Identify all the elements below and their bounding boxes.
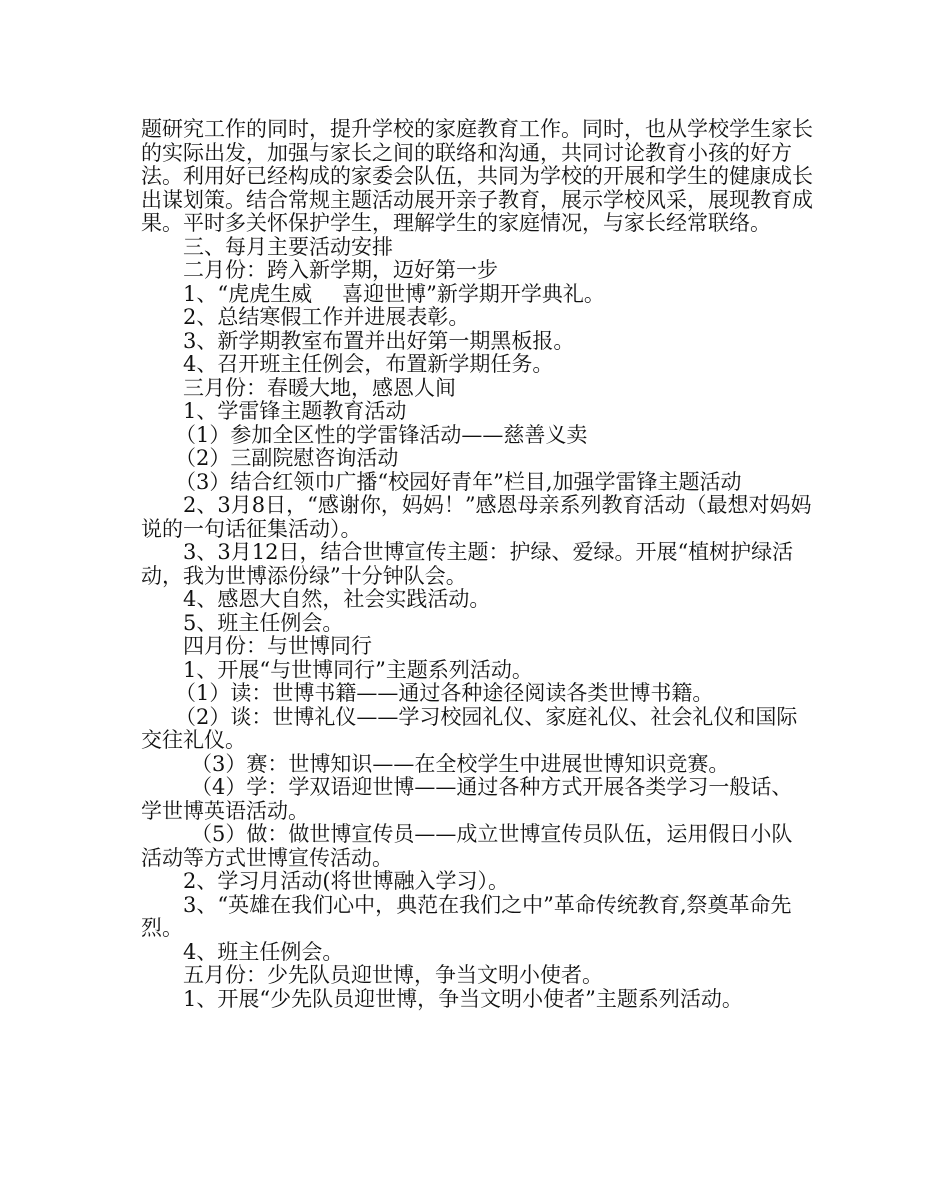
list-item: 1、开展“少先队员迎世博，争当文明小使者”主题系列活动。 [183, 986, 743, 1011]
sub-list-item: （4）学：学双语迎世博——通过各种方式开展各类学习一般话、学世博英语活动。 [141, 775, 793, 823]
list-item-text-part-a: 1、“虎虎生威 [183, 281, 313, 306]
list-item: 5、班主任例会。 [183, 610, 344, 635]
sub-list-item: （5）做：做世博宣传员——成立世博宣传员队伍，运用假日小队活动等方式世博宣传活动。 [141, 822, 793, 870]
list-item: 2、学习月活动(将世博融入学习）。 [183, 869, 510, 893]
section-heading-monthly-activities: 三、每月主要活动安排 [183, 234, 393, 259]
sub-list-item: （2）谈：世博礼仪——学习校园礼仪、家庭礼仪、社会礼仪和国际交往礼仪。 [141, 704, 798, 752]
paragraph-family-education: 题研究工作的同时，提升学校的家庭教育工作。同时，也从学校学生家长的实际出发，加强与家长之间的联络和沟通，共同讨论教育小孩的好方法。利用好已经构成的家委会队伍，共同为学校的开展和学生的健康成长出谋划策。结合常规主题活动展开亲子教育，展示学校风采，展现教育成果。平时多关怀保护学生，理解学生的家庭情况，与家长经常联络。 [141, 117, 813, 235]
list-item [141, 283, 813, 307]
list-item: 3、“英雄在我们心中，典范在我们之中”革命传统教育,祭奠革命先烈。 [141, 892, 792, 940]
list-item: 2、总结寒假工作并进展表彰。 [183, 305, 470, 329]
list-item-text-part-b: 喜迎世博”新学期开学典礼。 [342, 281, 605, 306]
list-item: 4、召开班主任例会，布置新学期任务。 [183, 352, 554, 376]
list-item: 4、班主任例会。 [183, 939, 344, 964]
month-heading-march: 三月份：春暖大地，感恩人间 [183, 375, 456, 400]
sub-list-item: （1）参加全区性的学雷锋活动——慈善义卖 [175, 422, 588, 447]
sub-list-item: （3）赛：世博知识——在全校学生中进展世博知识竞赛。 [191, 751, 730, 776]
list-item: 3、3月12日，结合世博宣传主题：护绿、爱绿。开展“植树护绿活动，我为世博添份绿”十分钟队会。 [141, 540, 794, 588]
list-item: 2、3月8日，“感谢你，妈妈！”感恩母亲系列教育活动（最想对妈妈说的一句话征集活动）。 [141, 493, 812, 541]
document-body [141, 118, 813, 1011]
month-heading-may: 五月份：少先队员迎世博，争当文明小使者。 [183, 963, 603, 987]
month-heading-february: 二月份：跨入新学期，迈好第一步 [183, 258, 498, 282]
list-item: 1、开展“与世博同行”主题系列活动。 [183, 657, 533, 682]
sub-list-item: （1）读：世博书籍——通过各种途径阅读各类世博书籍。 [175, 681, 714, 705]
list-item: 1、学雷锋主题教育活动 [183, 399, 407, 423]
month-heading-april: 四月份：与世博同行 [183, 634, 372, 658]
list-item: 4、感恩大自然，社会实践活动。 [183, 587, 491, 611]
list-item: 3、新学期教室布置并出好第一期黑板报。 [183, 328, 575, 353]
sub-list-item: （2）三副院慰咨询活动 [175, 446, 399, 470]
sub-list-item: （3）结合红领巾广播“校园好青年”栏目,加强学雷锋主题活动 [175, 469, 742, 494]
